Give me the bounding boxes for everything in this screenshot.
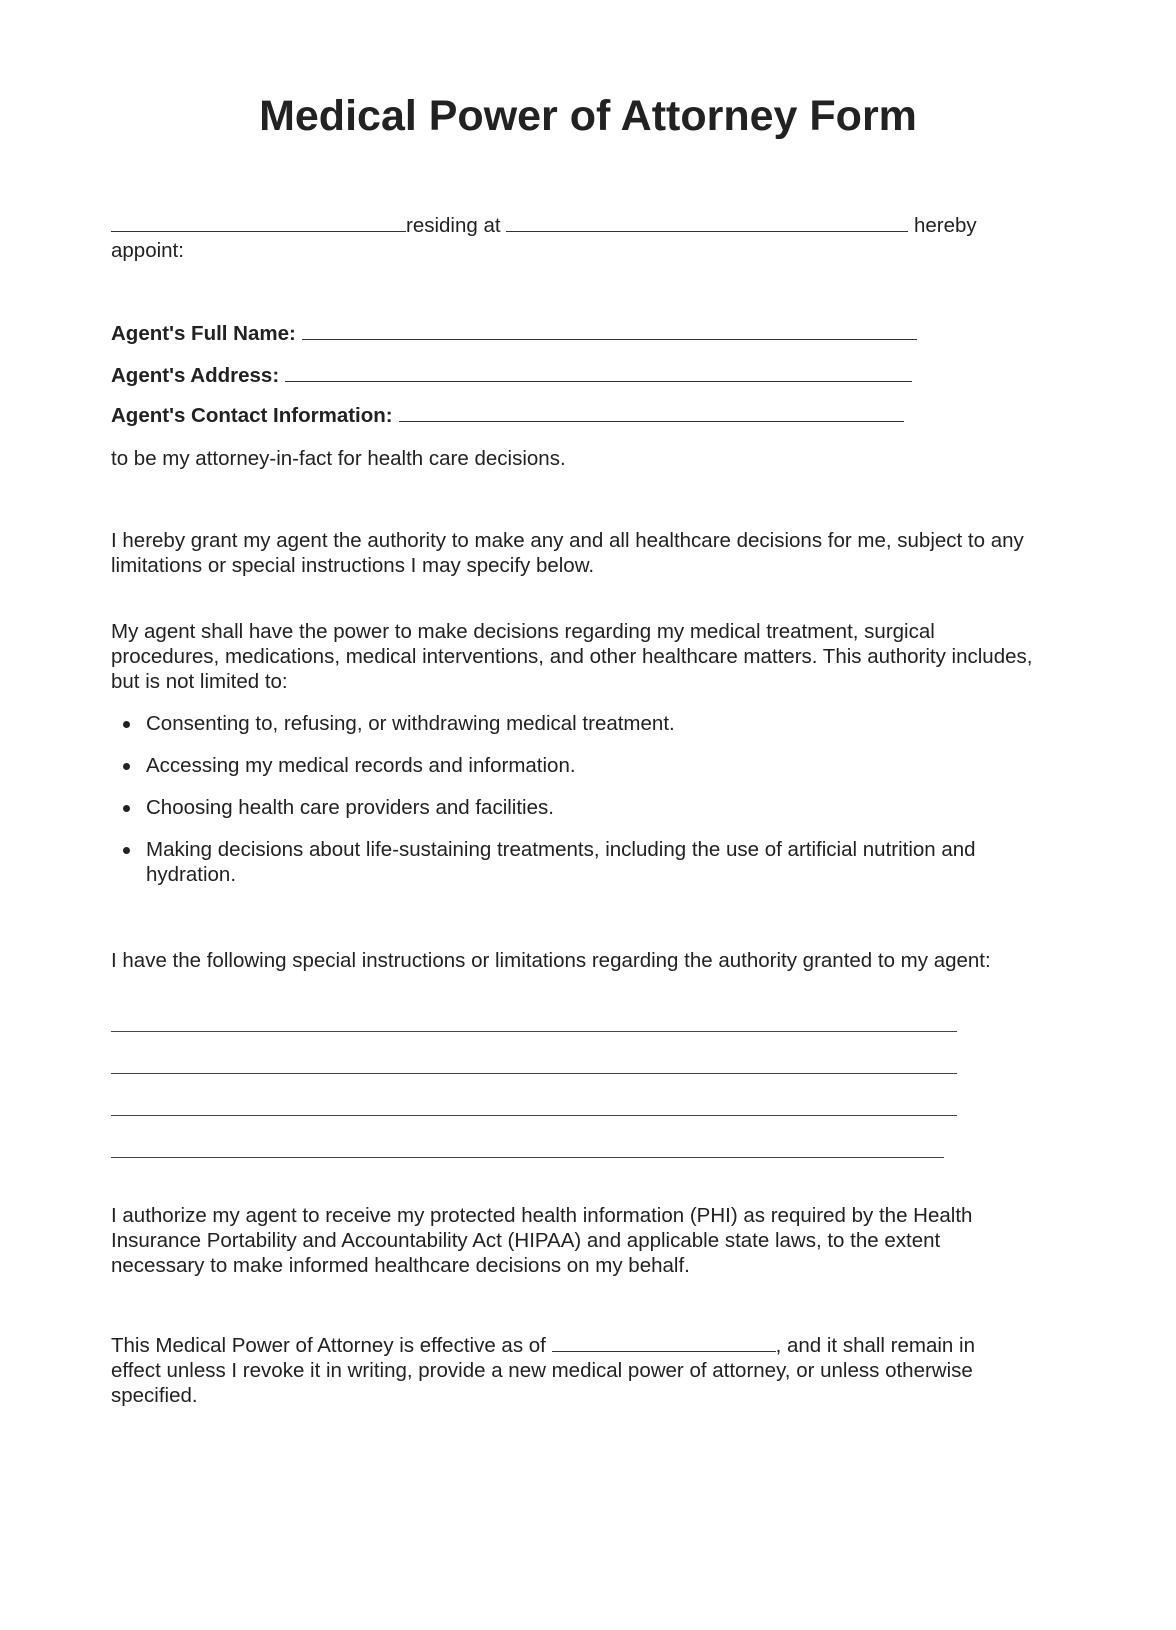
special-instructions-line-2[interactable]: [111, 1073, 957, 1074]
bullet-icon: [123, 763, 130, 770]
agent-contact-label: Agent's Contact Information:: [111, 404, 393, 427]
principal-address-field[interactable]: [506, 213, 908, 232]
principal-name-field[interactable]: [111, 213, 406, 232]
agent-address-field[interactable]: [285, 363, 912, 382]
effective-suffix: , and it shall remain in effect unless I revoke it in writing, provide a new medical power of attorney, or unless otherwise specified.: [111, 1334, 975, 1407]
agent-contact-row: [111, 403, 904, 428]
special-instructions-line-3[interactable]: [111, 1115, 957, 1116]
agent-full-name-row: [111, 321, 917, 346]
agent-contact-field[interactable]: [399, 403, 904, 422]
intro-paragraph: [111, 213, 1011, 263]
list-item: Making decisions about life-sustaining treatments, including the use of artificial nutrition and hydration.: [111, 837, 1041, 887]
agent-address-row: [111, 363, 912, 388]
list-item: Accessing my medical records and information.: [111, 753, 1041, 778]
residing-at-text: residing at: [406, 214, 501, 237]
page-title: Medical Power of Attorney Form: [259, 92, 917, 140]
appoint-text: appoint:: [111, 239, 184, 262]
powers-list: [111, 711, 1041, 904]
grant-paragraph: I hereby grant my agent the authority to make any and all healthcare decisions for me, subject to any limitations or special instructions I may specify below.: [111, 529, 1024, 577]
bullet-icon: [123, 805, 130, 812]
agent-full-name-field[interactable]: [302, 321, 917, 340]
special-instructions-paragraph: I have the following special instructions or limitations regarding the authority granted to my agent:: [111, 949, 991, 972]
effective-date-field[interactable]: [552, 1333, 776, 1352]
effective-paragraph: [111, 1333, 1011, 1408]
bullet-icon: [123, 721, 130, 728]
hereby-text: hereby: [914, 214, 977, 237]
bullet-icon: [123, 847, 130, 854]
effective-prefix: This Medical Power of Attorney is effective as of: [111, 1334, 546, 1357]
list-item: Consenting to, refusing, or withdrawing medical treatment.: [111, 711, 1041, 736]
list-item: Choosing health care providers and facilities.: [111, 795, 1041, 820]
agent-address-label: Agent's Address:: [111, 364, 280, 387]
powers-paragraph: My agent shall have the power to make decisions regarding my medical treatment, surgical procedures, medications, medical interventions, and other healthcare matters. This authority includes, but is not limited to:: [111, 620, 1033, 693]
attorney-in-fact-text: to be my attorney-in-fact for health care decisions.: [111, 447, 566, 470]
hipaa-paragraph: I authorize my agent to receive my protected health information (PHI) as required by the Health Insurance Portability and Accountability Act (HIPAA) and applicable state laws, to the extent necessary to make informed healthcare decisions on my behalf.: [111, 1204, 973, 1277]
agent-full-name-label: Agent's Full Name:: [111, 322, 296, 345]
special-instructions-line-1[interactable]: [111, 1031, 957, 1032]
special-instructions-line-4[interactable]: [111, 1157, 944, 1158]
